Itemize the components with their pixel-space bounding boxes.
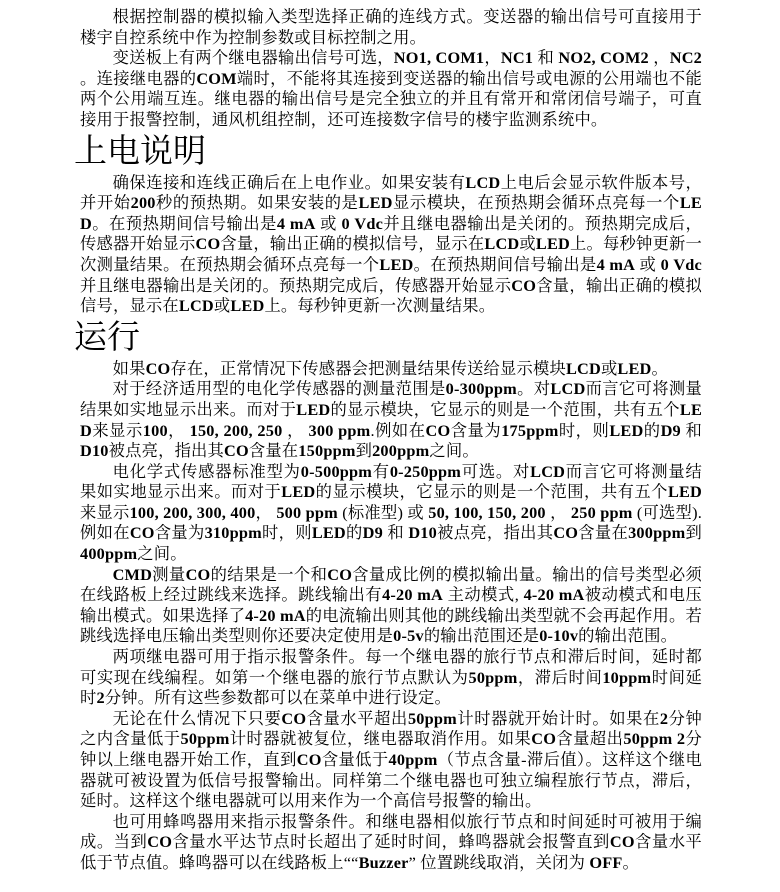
paragraph-timer-alarm-logic: 无论在什么情况下只要CO含量水平超出50ppm计时器就开始计时。如果在2分钟之内含量低于50ppm计时器就被复位，继电器取消作用。如果CO含量超出50ppm 2分钟以上继电器开始工作，直到CO含量低于40ppm（节点含量-滞后值）。这样这个继电器就可被设置为低信号报警输出。同样第二个继电器也可独立编程旅行节点，滞后，延时。这样这个继电器就可以用来作为一个高信号报警的输出。	[80, 708, 703, 811]
paragraph-cmd-analog-output: CMD测量CO的结果是一个和CO含量成比例的模拟输出量。输出的信号类型必须在线路板上经过跳线来选择。跳线输出有4-20 mA 主动模式, 4-20 mA被动模式和电压输出模式。如果选择了4-20 mA的电流输出则其他的跳线输出类型就不会再起作用。若跳线选择电压输出类型则你还要决定使用是0-5v的输出范围还是0-10v的输出范围。	[80, 564, 703, 646]
paragraph-relay-outputs: 变送板上有两个继电器输出信号可选，NO1, COM1，NC1 和 NO2, COM2 ，NC2 。连接继电器的COM端时，不能将其连接到变送器的输出信号或电源的公用端也不能两个公用端互连。继电器的输出信号是完全独立的并且有常开和常闭信号端子，可直接用于报警控制，通风机组控制，还可连接数字信号的楼宇监测系统中。	[80, 48, 702, 129]
heading-power-on: 上电说明	[74, 133, 206, 170]
heading-operation: 运行	[74, 319, 140, 356]
paragraph-operation-intro: 如果CO存在，正常情况下传感器会把测量结果传送给显示模块LCD或LED。	[112, 358, 668, 378]
paragraph-standard-sensor-range: 电化学式传感器标准型为0-500ppm有0-250ppm可选。对LCD而言它可将测量结果如实地显示出来。而对于LED的显示模块，它显示的则是一个范围，共有五个LED来显示100, 200, 300, 400， 500 ppm (标准型) 或 50, 100, 150, 200 ， 250 ppm (可选型).例如在CO含量为310ppm时，则LED的D9 和 D10被点亮，指出其CO含量在300ppm到400ppm之间。	[80, 461, 703, 564]
paragraph-buzzer-alarm: 也可用蜂鸣器用来指示报警条件。和继电器相似旅行节点和时间延时可被用于编成。当到CO含量水平达节点时长超出了延时时间，蜂鸣器就会报警直到CO含量水平低于节点值。蜂鸣器可以在线路板上““Buzzer” 位置跳线取消，关闭为 OFF。	[80, 811, 702, 872]
paragraph-wiring: 根据控制器的模拟输入类型选择正确的连线方式。变送器的输出信号可直接用于楼宇自控系统中作为控制参数或目标控制之用。	[80, 7, 702, 47]
paragraph-power-on: 确保连接和连线正确后在上电作业。如果安装有LCD上电后会显示软件版本号，并开始200秒的预热期。如果安装的是LED显示模块，在预热期会循环点亮每一个LED。在预热期间信号输出是4 mA 或 0 Vdc并且继电器输出是关闭的。预热期完成后，传感器开始显示CO含量，输出正确的模拟信号，显示在LCD或LED上。每秒钟更新一次测量结果。在预热期会循环点亮每一个LED。在预热期间信号输出是4 mA 或 0 Vdc并且继电器输出是关闭的。预热期完成后，传感器开始显示CO含量，输出正确的模拟信号，显示在LCD或LED上。每秒钟更新一次测量结果。	[80, 172, 702, 316]
paragraph-economy-sensor-range: 对于经济适用型的电化学传感器的测量范围是0-300ppm。对LCD而言它可将测量结果如实地显示出来。而对于LED的显示模块，它显示的则是一个范围，共有五个LED来显示100， 150, 200, 250 ， 300 ppm.例如在CO含量为175ppm时，则LED的D9 和 D10被点亮，指出其CO含量在150ppm到200ppm之间。	[80, 379, 703, 461]
paragraph-relay-alarm-programming: 两项继电器可用于指示报警条件。每一个继电器的旅行节点和滞后时间，延时都可实现在线编程。如第一个继电器的旅行节点默认为50ppm，滞后时间10ppm时间延时2分钟。所有这些参数都可以在菜单中进行设定。	[80, 647, 702, 708]
